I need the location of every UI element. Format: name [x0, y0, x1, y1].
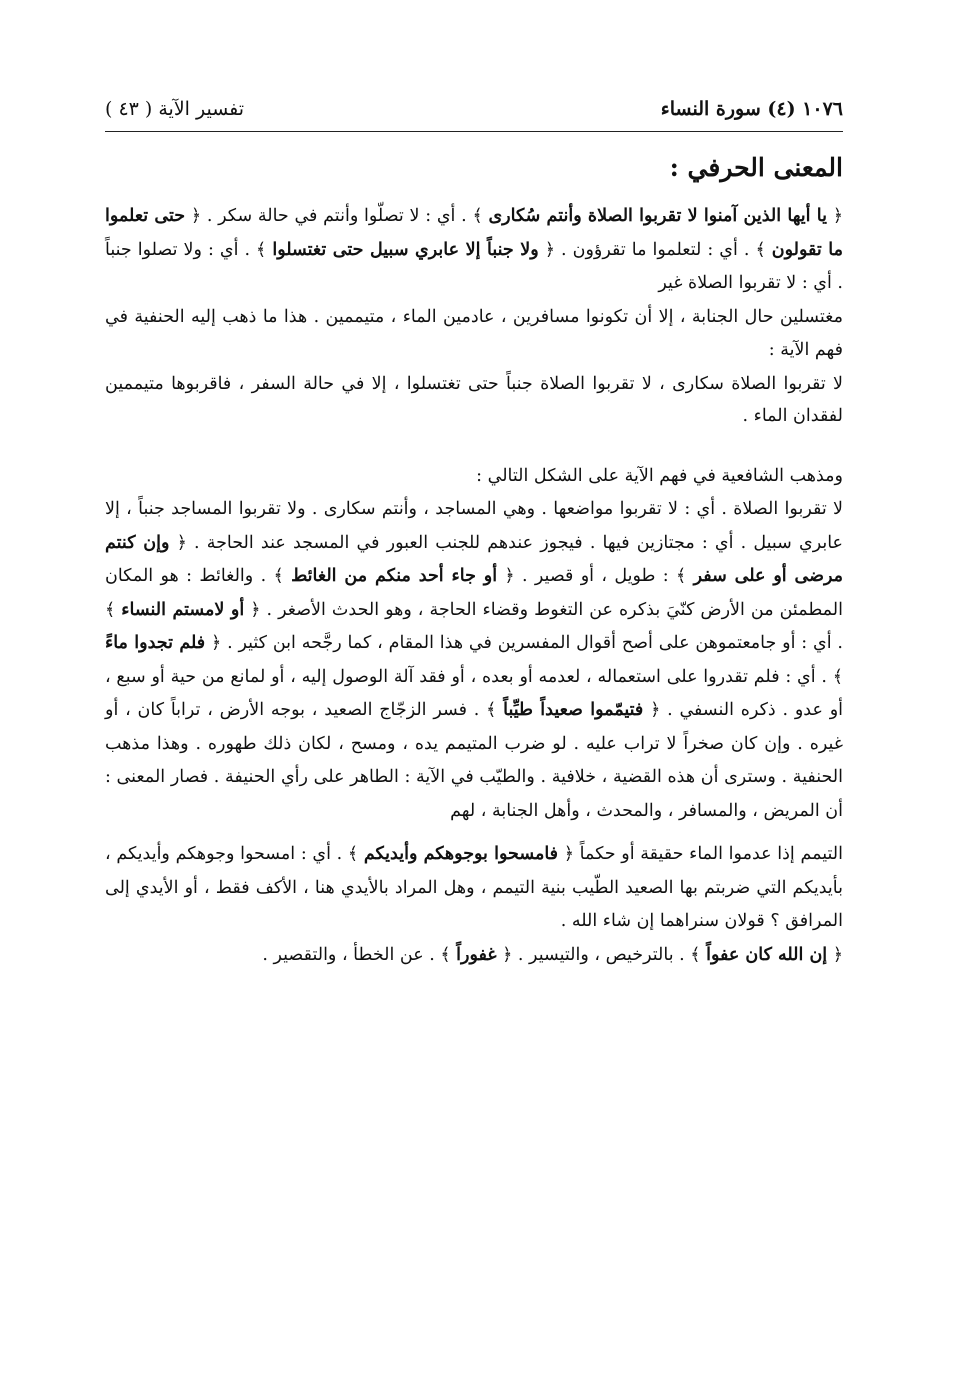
commentary-text: ﴾ . والغائط : هو المكان المطمئن من الأرض كنّيَ بذكره عن التغوط وقضاء الحاجة ، وهو الحدث الأصغر . ﴿	[105, 566, 843, 620]
paragraph-shafii-view	[105, 493, 843, 828]
commentary-text: التيمم إذا عدموا الماء حقيقة أو حكماً ﴿	[558, 844, 843, 864]
quran-quote: فامسحوا بوجوهكم وأيديكم	[363, 844, 559, 864]
header-divider	[105, 131, 843, 132]
section-heading: المعنى الحرفي :	[669, 153, 843, 182]
quran-quote: ولا جنباً إلا عابري سبيل حتى تغتسلوا	[272, 239, 539, 260]
paragraph-closing	[105, 939, 843, 973]
quran-quote: وإن كنتم مرضى أو على سفر	[105, 532, 843, 586]
quran-quote: أو لامستم النساء	[121, 599, 245, 620]
paragraph-hanafi-view: مغتسلين حال الجنابة ، إلا أن تكونوا مسافرين ، عادمين الماء ، متيممين . هذا ما ذهب إليه الحنفية في فهم الآية :	[105, 306, 843, 360]
commentary-text: لا تقربوا الصلاة . أي : لا تقربوا مواضعها . وهي المساجد ، وأنتم سكارى . ولا تقربوا المساجد جنباً ، إلا عابري سبيل . أي : مجتازين فيها . فيجوز عندهم للجنب العبور في المسجد عند الحاجة . ﴿	[105, 499, 844, 553]
quran-quote: حتى تعلموا ما تقولون	[105, 206, 843, 260]
commentary-text: ﴾ . عن الخطأ ، والتقصير .	[262, 944, 457, 965]
paragraph-hanafi-summary: لا تقربوا الصلاة سكارى ، لا تقربوا الصلاة جنباً حتى تغتسلوا ، إلا في حالة السفر ، فاقربوها متيممين لفقدان الماء .	[105, 373, 843, 426]
commentary-text: ﴾ . أي : لتعلموا ما تقرؤون . ﴿	[538, 239, 772, 260]
paragraph-wiping	[105, 838, 843, 939]
commentary-text: ﴿	[827, 206, 843, 226]
commentary-text: ﴿	[827, 944, 843, 965]
quran-quote: أو جاء أحد منكم من الغائط	[291, 566, 498, 586]
paragraph-literal-meaning	[105, 200, 843, 301]
commentary-text: ﴾ . أي : لا تصلّوا وأنتم في حالة سكر . ﴿	[185, 206, 489, 226]
quran-quote: يا أيها الذين آمنوا لا تقربوا الصلاة وأنتم سُكارى	[488, 206, 827, 226]
page-body	[105, 150, 843, 972]
quran-quote: فلم تجدوا ماءً	[105, 633, 206, 653]
quran-quote: إن الله كان عفواً	[706, 944, 828, 965]
commentary-text: ﴾ : طويل ، أو قصير . ﴿	[497, 566, 694, 586]
quran-quote: فتيمّموا صعيداً طيِّباً	[503, 700, 644, 720]
page-number-and-sura: ١٠٧٦ (٤) سورة النساء	[660, 98, 843, 120]
commentary-text: ﴾ . بالترخيص ، والتيسير . ﴿	[496, 944, 707, 965]
commentary-text: ﴾ . أي : أو جامعتموهن على أصح أقوال المفسرين في هذا المقام ، كما رجَّحه ابن كثير . ﴿	[105, 599, 843, 653]
commentary-text: ﴾ . فسر الزجّاج الصعيد ، بوجه الأرض ، تراباً كان ، أو غيره . وإن كان صخراً لا تراب عليه . لو ضرب المتيمم يده ، ومسح ، لكان ذلك طهوره . وهذا مذهب الحنفية . وسترى أن هذه القضية ، خلافية . والطيّب في الآية : الطاهر على رأي الحنيفة . فصار المعنى : أن المريض ، والمسافر ، والمحدث ، وأهل الجنابة ، لهم	[105, 700, 843, 821]
commentary-text: ﴾ . أي : امسحوا وجوهكم وأيديكم ، بأيديكم التي ضربتم بها الصعيد الطّيب بنية التيمم ، وهل المراد بالأيدي هنا ، الأكف فقط ، أو الأيدي إلى المرافق ؟ قولان سنراهما إن شاء الله .	[105, 844, 843, 931]
paragraph-shafii-intro: ومذهب الشافعية في فهم الآية على الشكل التالي :	[476, 465, 843, 486]
commentary-text: ﴾ . أي : فلم تقدروا على استعماله ، لعدمه أو بعده ، أو فقد آلة الوصول إليه ، أو لمانع من حية أو سبع ، أو عدو . ذكره النسفي . ﴿	[105, 666, 844, 720]
page-header	[105, 92, 843, 126]
section-title: تفسير الآية ( ٤٣ )	[105, 98, 245, 120]
quran-quote: غفوراً	[456, 944, 497, 965]
commentary-text: ﴾ . أي : ولا تصلوا جنباً . أي : لا تقربوا الصلاة غير	[105, 239, 843, 293]
